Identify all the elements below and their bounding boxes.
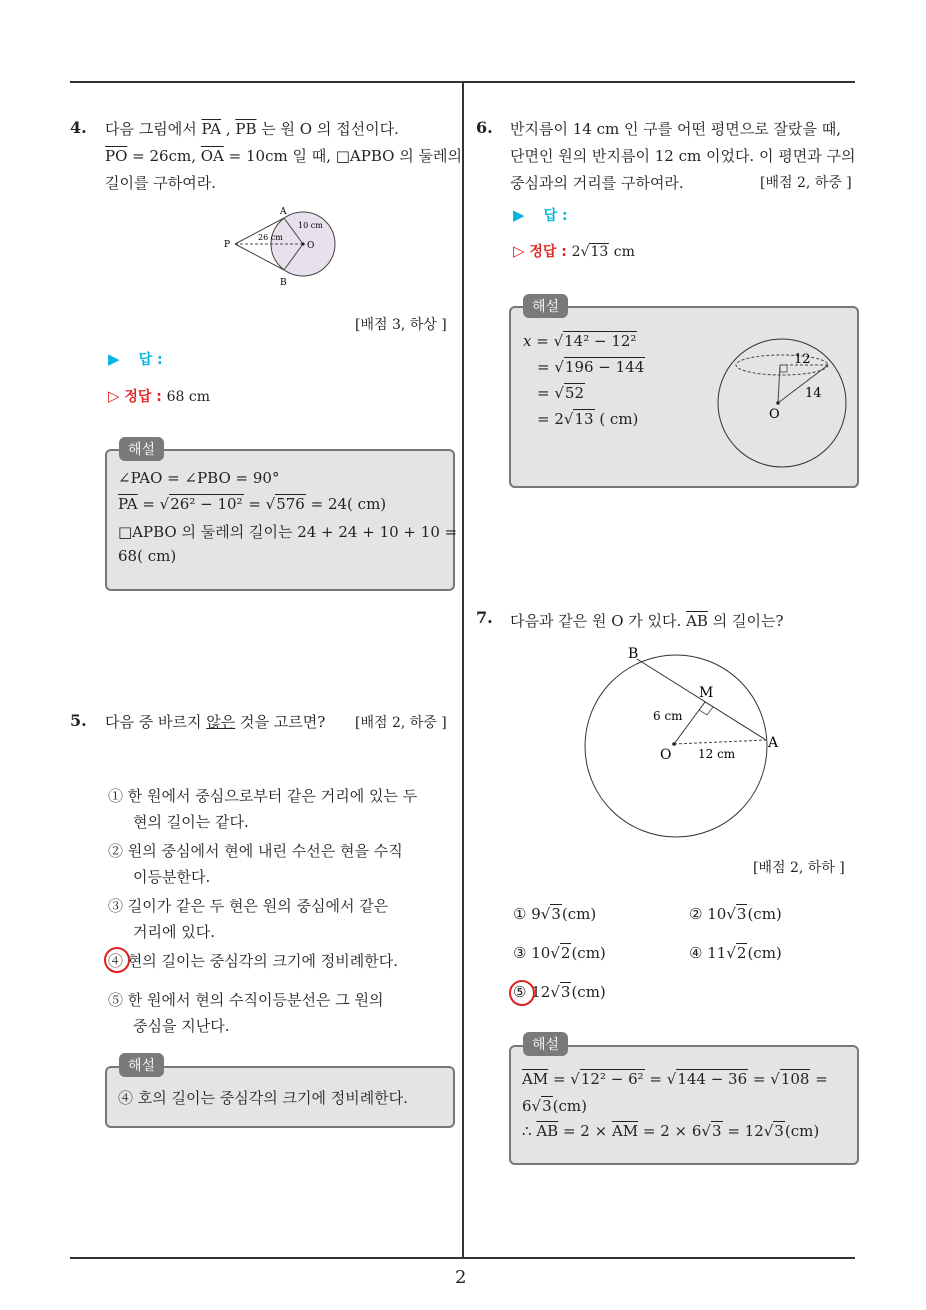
- q6-correct-label: 정답 :: [529, 244, 567, 260]
- q5-number: 5.: [70, 711, 87, 730]
- q7-exp-line2: [522, 1097, 587, 1115]
- q4-t1a: 다음 그림에서: [105, 120, 202, 138]
- q7-exp3a: ∴: [522, 1122, 537, 1140]
- q7-option-2[interactable]: [689, 905, 782, 923]
- q7-label-12cm: 12 cm: [698, 747, 736, 761]
- q7-exp-line1: [522, 1070, 828, 1088]
- q5-option-5[interactable]: [108, 989, 383, 1010]
- q5-option-3[interactable]: [108, 895, 388, 916]
- q4-text-line2: [105, 145, 462, 166]
- q5-text-line1: [105, 711, 325, 732]
- q7-option-3[interactable]: [513, 944, 606, 962]
- q7-opt1-c: (cm): [561, 905, 597, 923]
- q6-right-angle-mark: [780, 365, 787, 372]
- q4-t1c: ,: [221, 120, 236, 138]
- q4-figure: [220, 200, 350, 292]
- bottom-rule: [70, 1257, 855, 1259]
- q7-seg-ab: $\overline{AB}$: [686, 612, 708, 630]
- q7-option-1[interactable]: [513, 905, 596, 923]
- q5-option-2[interactable]: [108, 840, 403, 861]
- q6-exp3a: = √: [537, 384, 564, 402]
- q5-opt1-l2: 현의 길이는 같다.: [133, 813, 249, 831]
- q7-opt5-a: 12√: [531, 983, 560, 1001]
- q7-opt2-c: (cm): [747, 905, 782, 923]
- q7-exp-seg-ab: $\overline{AB}$: [536, 1122, 559, 1140]
- q5-exp-line1: ④ 호의 길이는 중심각의 크기에 정비례한다.: [118, 1089, 408, 1107]
- q4-exp-line1: ∠PAO = ∠PBO = 90°: [118, 469, 280, 487]
- q7-exp1c: 12² − 6²: [580, 1070, 644, 1088]
- q4-center-dot: [301, 242, 304, 245]
- column-divider: [462, 82, 464, 1259]
- q4-label-p: P: [224, 240, 231, 250]
- q4-exp-line4: 68( cm): [118, 547, 177, 565]
- correct-arrow-icon: ▷: [108, 387, 120, 405]
- q7-exp3e: = 2 × 6√: [638, 1122, 711, 1140]
- q5-opt3-l2: 거리에 있다.: [133, 923, 215, 941]
- q5-opt3-l1: 길이가 같은 두 현은 원의 중심에서 같은: [127, 897, 389, 915]
- q7-exp3i: (cm): [784, 1122, 820, 1140]
- q7-opt4-b: 2: [736, 944, 747, 962]
- q7-exp3f: 3: [712, 1122, 722, 1140]
- q7-exp1d: = √: [644, 1070, 677, 1088]
- q7-opt4-c: (cm): [747, 944, 782, 962]
- q7-exp1f: = √: [748, 1070, 780, 1088]
- q4-seg-oa: $\overline{OA}$: [200, 147, 224, 165]
- q4-text-line1: [105, 118, 399, 139]
- q5-opt2-l2: 이등분한다.: [133, 868, 211, 886]
- q7-exp3c: = 2 ×: [558, 1122, 612, 1140]
- q6-label-12: 12: [794, 352, 811, 367]
- q7-opt3-c: (cm): [571, 944, 606, 962]
- q7-opt3-num: ③: [513, 944, 527, 962]
- q5-opt1-l1: 한 원에서 중심으로부터 같은 거리에 있는 두: [127, 787, 418, 805]
- q7-opt5-c: (cm): [571, 983, 606, 1001]
- q7-center-dot: [672, 742, 676, 746]
- q7-opt4-a: 11√: [707, 944, 736, 962]
- page-number: 2: [455, 1267, 467, 1288]
- q6-exp2b: 196 − 144: [564, 358, 645, 376]
- q4-number: 4.: [70, 118, 87, 137]
- q4-t2b: = 26cm,: [127, 147, 201, 165]
- q5-opt5-l2: 중심을 지난다.: [133, 1017, 230, 1035]
- q4-text-line3: 길이를 구하여라.: [105, 174, 216, 192]
- q7-right-angle-mark: [699, 702, 713, 715]
- q6-sphere-outline: [718, 339, 846, 467]
- q6-correct-a: 2√: [571, 244, 590, 260]
- q7-exp-line3: [522, 1122, 819, 1140]
- q4-exp2c: 26² − 10²: [170, 495, 243, 513]
- q7-exp2b: 3: [542, 1097, 552, 1115]
- q7-number: 7.: [476, 608, 493, 627]
- q7-opt2-a: 10√: [707, 905, 736, 923]
- q4-label-b: B: [280, 278, 287, 288]
- q7-exp1g: 108: [780, 1070, 810, 1088]
- q7-opt2-num: ②: [689, 905, 703, 923]
- q7-text-line1: [510, 610, 784, 631]
- q5-t1b: 않은: [206, 713, 236, 731]
- q4-explanation-tag: 해설: [119, 437, 164, 461]
- q4-exp-seg-pa: $\overline{PA}$: [118, 495, 138, 513]
- q7-score: [배점 2, 하하 ]: [753, 860, 845, 876]
- q7-opt3-a: 10√: [531, 944, 560, 962]
- q4-correct-value: 68 cm: [166, 389, 211, 405]
- q6-text-line1: 반지름이 14 cm 인 구를 어떤 평면으로 잘랐을 때,: [510, 120, 841, 138]
- q7-exp1e: 144 − 36: [677, 1070, 748, 1088]
- q7-explanation-tag: 해설: [523, 1032, 568, 1056]
- q7-circle-figure: [580, 640, 790, 840]
- q7-opt5-num: ⑤: [513, 983, 527, 1001]
- answer-arrow-icon: ▶: [108, 350, 120, 368]
- q6-explanation-tag: 해설: [523, 294, 568, 318]
- q5-explanation-tag: 해설: [119, 1053, 164, 1077]
- q7-exp-seg-am2: $\overline{AM}$: [611, 1122, 639, 1140]
- q4-seg-pb: $\overline{PB}$: [235, 120, 257, 138]
- q4-score: [배점 3, 하상 ]: [355, 317, 447, 333]
- q5-opt4-l1: 현의 길이는 중심각의 크기에 정비례한다.: [127, 952, 398, 970]
- q6-exp4c: ( cm): [594, 410, 639, 428]
- q4-correct-row: [108, 386, 210, 406]
- q4-label-10cm: 10 cm: [298, 221, 323, 230]
- q7-option-4[interactable]: [689, 944, 782, 962]
- correct-arrow-icon: ▷: [513, 242, 525, 260]
- q4-label-a: A: [280, 207, 287, 217]
- q7-opt1-a: 9√: [531, 905, 551, 923]
- q6-exp1b: 14² − 12²: [564, 332, 637, 350]
- q7-label-o: O: [660, 747, 672, 763]
- q4-exp2b: = √: [137, 495, 170, 513]
- q6-label-14: 14: [805, 386, 822, 401]
- q6-exp2a: = √: [537, 358, 564, 376]
- q7-opt3-b: 2: [560, 944, 571, 962]
- q4-seg-po: $\overline{PO}$: [105, 147, 128, 165]
- q6-number: 6.: [476, 118, 493, 137]
- q6-exp4b: 13: [574, 410, 594, 428]
- q6-correct-c: cm: [609, 244, 635, 260]
- q7-exp3h: 3: [774, 1122, 784, 1140]
- q6-sphere-figure: [712, 336, 852, 471]
- q6-score: [배점 2, 하중 ]: [760, 175, 852, 191]
- q7-opt1-num: ①: [513, 905, 527, 923]
- q5-t1a: 다음 중 바르지: [105, 713, 207, 731]
- q5-score: [배점 2, 하중 ]: [355, 715, 447, 731]
- q5-opt4-num: ④: [108, 952, 124, 970]
- q4-exp2f: = 24( cm): [305, 495, 387, 513]
- q4-t1e: 는 원 O 의 접선이다.: [256, 120, 399, 138]
- q7-circle: [585, 655, 767, 837]
- q7-exp-seg-am: $\overline{AM}$: [522, 1070, 549, 1088]
- q6-exp-line4: [537, 410, 638, 428]
- q7-t1a: 다음과 같은 원 O 가 있다.: [510, 612, 687, 630]
- q7-opt2-b: 3: [736, 905, 747, 923]
- q7-label-m: M: [699, 685, 714, 701]
- q6-center-dot: [776, 401, 779, 404]
- q6-exp-line1: [523, 332, 637, 350]
- q6-exp-line2: [537, 358, 645, 376]
- q5-opt1-num: ①: [108, 787, 124, 805]
- q5-opt5-l1: 한 원에서 현의 수직이등분선은 그 원의: [127, 991, 384, 1009]
- q5-opt2-num: ②: [108, 842, 124, 860]
- q5-option-1[interactable]: [108, 785, 417, 806]
- q7-opt1-b: 3: [551, 905, 561, 923]
- q4-answer-row: [108, 349, 163, 369]
- q6-correct-b: 13: [590, 244, 609, 260]
- q7-label-a: A: [768, 735, 779, 751]
- q7-exp1h: =: [810, 1070, 828, 1088]
- q7-opt5-b: 3: [560, 983, 571, 1001]
- q6-answer-row: [513, 205, 568, 225]
- q6-correct-value: [572, 243, 635, 260]
- q7-exp2a: 6√: [522, 1097, 542, 1115]
- q7-t1c: 의 길이는?: [707, 612, 784, 630]
- q7-opt4-num: ④: [689, 944, 703, 962]
- q4-label-o: O: [307, 241, 315, 251]
- q7-radius-oa: [674, 740, 766, 744]
- q4-exp-line2: [118, 495, 386, 513]
- q4-seg-pa: $\overline{PA}$: [201, 120, 222, 138]
- q6-exp4a: = 2√: [537, 410, 574, 428]
- q7-exp1b: = √: [548, 1070, 580, 1088]
- q4-answer-label: 답 :: [138, 352, 163, 368]
- q7-exp3g: = 12√: [722, 1122, 774, 1140]
- q5-option-4[interactable]: [108, 950, 398, 971]
- q5-opt3-num: ③: [108, 897, 124, 915]
- q6-text-line3: 중심과의 거리를 구하여라.: [510, 174, 684, 192]
- q4-label-26cm: 26 cm: [258, 233, 283, 242]
- q6-correct-row: [513, 241, 635, 261]
- q7-label-6cm: 6 cm: [653, 709, 683, 723]
- q6-label-o: O: [769, 407, 780, 422]
- q6-answer-label: 답 :: [543, 208, 568, 224]
- answer-arrow-icon: ▶: [513, 206, 525, 224]
- q7-label-b: B: [628, 646, 639, 662]
- q7-exp2c: (cm): [552, 1097, 587, 1115]
- q6-exp-line3: [537, 384, 585, 402]
- q4-t2d: = 10cm 일 때, □APBO 의 둘레의: [223, 147, 462, 165]
- q6-exp3b: 52: [564, 384, 584, 402]
- q6-text-line2: 단면인 원의 반지름이 12 cm 이었다. 이 평면과 구의: [510, 147, 856, 165]
- q5-opt5-num: ⑤: [108, 991, 124, 1009]
- q4-exp2e: 576: [276, 495, 305, 513]
- q5-t1c: 것을 고르면?: [235, 713, 326, 731]
- q4-exp2d: = √: [243, 495, 276, 513]
- q7-option-5[interactable]: [513, 983, 606, 1001]
- q6-exp1a: x = √: [523, 332, 564, 350]
- q4-exp-line3: □APBO 의 둘레의 길이는 24 + 24 + 10 + 10 =: [118, 523, 458, 541]
- q4-correct-label: 정답 :: [124, 389, 162, 405]
- q5-opt2-l1: 원의 중심에서 현에 내린 수선은 현을 수직: [127, 842, 403, 860]
